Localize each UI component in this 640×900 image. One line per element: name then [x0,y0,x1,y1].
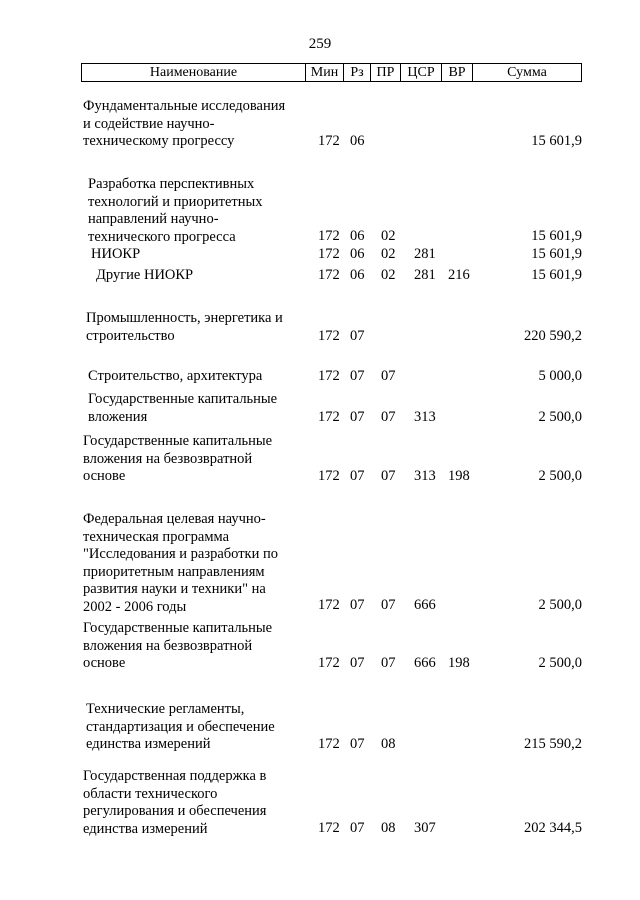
row-vr: 216 [448,267,470,283]
row-sum: 2 500,0 [538,409,582,425]
row-rz: 06 [350,246,365,262]
row-min: 172 [318,597,340,613]
row-min: 172 [318,368,340,384]
row-csr: 666 [414,597,436,613]
row-name: Государственные капитальные вложения на безвозвратной основе [83,433,273,484]
row-sum: 220 590,2 [524,328,582,344]
header-sum: Сумма [473,64,582,82]
row-pr: 02 [381,228,396,244]
row-min: 172 [318,409,340,425]
row-min: 172 [318,736,340,752]
row-rz: 07 [350,597,365,613]
row-min: 172 [318,468,340,484]
row-rz: 06 [350,267,365,283]
header-pr: ПР [371,64,401,82]
row-sum: 215 590,2 [524,736,582,752]
row-pr: 07 [381,368,396,384]
row-pr: 08 [381,820,396,836]
row-name: Федеральная целевая научно- техническая программа "Исследования и разработки по приоритетным направлениям развития науки и техники" на 2002 - 2006 годы [83,511,278,615]
row-rz: 07 [350,409,365,425]
row-pr: 02 [381,246,396,262]
row-min: 172 [318,133,340,149]
row-min: 172 [318,820,340,836]
row-min: 172 [318,655,340,671]
row-csr: 313 [414,468,436,484]
row-min: 172 [318,328,340,344]
row-name: Разработка перспективных технологий и приоритетных направлений научно- технического прогресса [88,176,263,245]
row-name: НИОКР [91,246,141,262]
header-vr: ВР [442,64,473,82]
row-sum: 2 500,0 [538,468,582,484]
row-name: Государственные капитальные вложения на безвозвратной основе [83,620,273,671]
row-rz: 07 [350,820,365,836]
row-csr: 281 [414,246,436,262]
row-min: 172 [318,228,340,244]
row-rz: 07 [350,328,365,344]
row-rz: 07 [350,468,365,484]
header-name: Наименование [82,64,306,82]
row-rz: 06 [350,228,365,244]
row-sum: 2 500,0 [538,597,582,613]
row-pr: 07 [381,468,396,484]
row-name: Фундаментальные исследования и содействие научно- техническому прогрессу [83,98,286,149]
row-sum: 15 601,9 [531,133,582,149]
row-sum: 15 601,9 [531,228,582,244]
row-vr: 198 [448,655,470,671]
row-name: Строительство, архитектура [88,368,263,384]
row-min: 172 [318,246,340,262]
row-pr: 07 [381,655,396,671]
row-pr: 02 [381,267,396,283]
row-rz: 07 [350,368,365,384]
row-csr: 281 [414,267,436,283]
row-csr: 307 [414,820,436,836]
row-sum: 202 344,5 [524,820,582,836]
row-rz: 06 [350,133,365,149]
row-name: Технические регламенты, стандартизация и обеспечение единства измерений [86,701,275,752]
row-rz: 07 [350,736,365,752]
row-sum: 15 601,9 [531,267,582,283]
header-min: Мин [306,64,344,82]
row-rz: 07 [350,655,365,671]
row-name: Государственные капитальные вложения [88,391,278,425]
row-pr: 07 [381,597,396,613]
row-name: Государственная поддержка в области технического регулирования и обеспечения единства измерений [83,768,267,837]
row-csr: 666 [414,655,436,671]
row-sum: 15 601,9 [531,246,582,262]
header-rz: Рз [344,64,371,82]
header-csr: ЦСР [401,64,442,82]
row-pr: 08 [381,736,396,752]
row-name: Другие НИОКР [96,267,194,283]
page-number: 259 [308,36,332,52]
row-pr: 07 [381,409,396,425]
row-min: 172 [318,267,340,283]
row-csr: 313 [414,409,436,425]
row-sum: 5 000,0 [538,368,582,384]
row-sum: 2 500,0 [538,655,582,671]
row-vr: 198 [448,468,470,484]
row-name: Промышленность, энергетика и строительство [86,310,283,344]
